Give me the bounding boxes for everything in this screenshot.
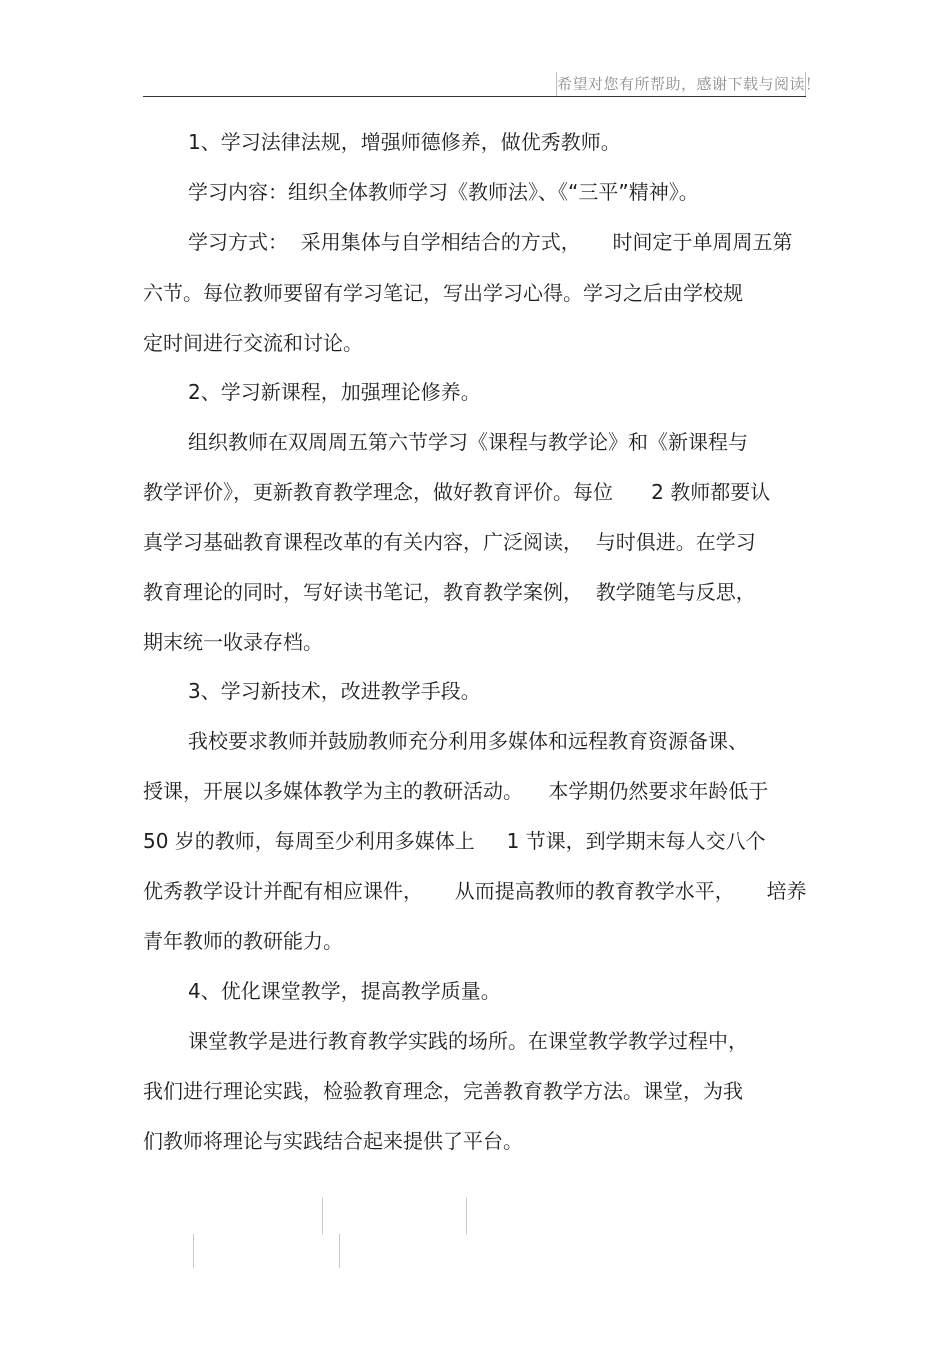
paragraph-line: 我校要求教师并鼓励教师充分利用多媒体和远程教育资源备课、 — [188, 729, 748, 753]
paragraph-line: 学习内容：组织全体教师学习《教师法》、《“三平”精神》。 — [188, 180, 699, 204]
paragraph-line: 课堂教学是进行教育教学实践的场所。在课堂教学教学过程中， — [188, 1029, 748, 1053]
item-1-heading: 1、学习法律法规，增强师德修养，做优秀教师。 — [188, 130, 621, 154]
paragraph-line: 六节。每位教师要留有学习笔记，写出学习心得。学习之后由学校规 — [143, 281, 743, 305]
paragraph-line: 学习方式： 采用集体与自学相结合的方式， 时间定于单周周五第 — [188, 230, 793, 254]
header-note: 希望对您有所帮助，感谢下载与阅读！ — [556, 72, 806, 96]
paragraph-line: 组织教师在双周周五第六节学习《课程与教学论》和《新课程与 — [188, 430, 748, 454]
table-fragment-line — [339, 1234, 340, 1268]
paragraph-line: 授课，开展以多媒体教学为主的教研活动。 本学期仍然要求年龄低于 — [143, 779, 769, 803]
item-3-heading: 3、学习新技术，改进教学手段。 — [188, 679, 481, 703]
paragraph-line: 期末统一收录存档。 — [143, 630, 323, 654]
table-fragment-line — [466, 1198, 467, 1234]
paragraph-line: 们教师将理论与实践结合起来提供了平台。 — [143, 1129, 523, 1153]
table-fragment-line — [193, 1234, 194, 1268]
paragraph-line: 定时间进行交流和讨论。 — [143, 331, 363, 355]
header-rule — [143, 96, 806, 97]
paragraph-line: 教育理论的同时，写好读书笔记，教育教学案例， 教学随笔与反思， — [143, 580, 756, 604]
paragraph-line: 优秀教学设计并配有相应课件， 从而提高教师的教育教学水平， 培养 — [143, 879, 807, 903]
paragraph-line: 教学评价》，更新教育教学理念，做好教育评价。每位 2 教师都要认 — [143, 480, 771, 504]
table-fragment-line — [322, 1198, 323, 1234]
item-2-heading: 2、学习新课程，加强理论修养。 — [188, 380, 481, 404]
paragraph-line: 青年教师的教研能力。 — [143, 929, 343, 953]
paragraph-line: 我们进行理论实践，检验教育理念，完善教育教学方法。课堂，为我 — [143, 1079, 743, 1103]
paragraph-line: 真学习基础教育课程改革的有关内容，广泛阅读， 与时俱进。在学习 — [143, 530, 756, 554]
item-4-heading: 4、优化课堂教学，提高教学质量。 — [188, 979, 501, 1003]
paragraph-line: 50 岁的教师，每周至少利用多媒体上 1 节课，到学期末每人交八个 — [143, 829, 766, 853]
